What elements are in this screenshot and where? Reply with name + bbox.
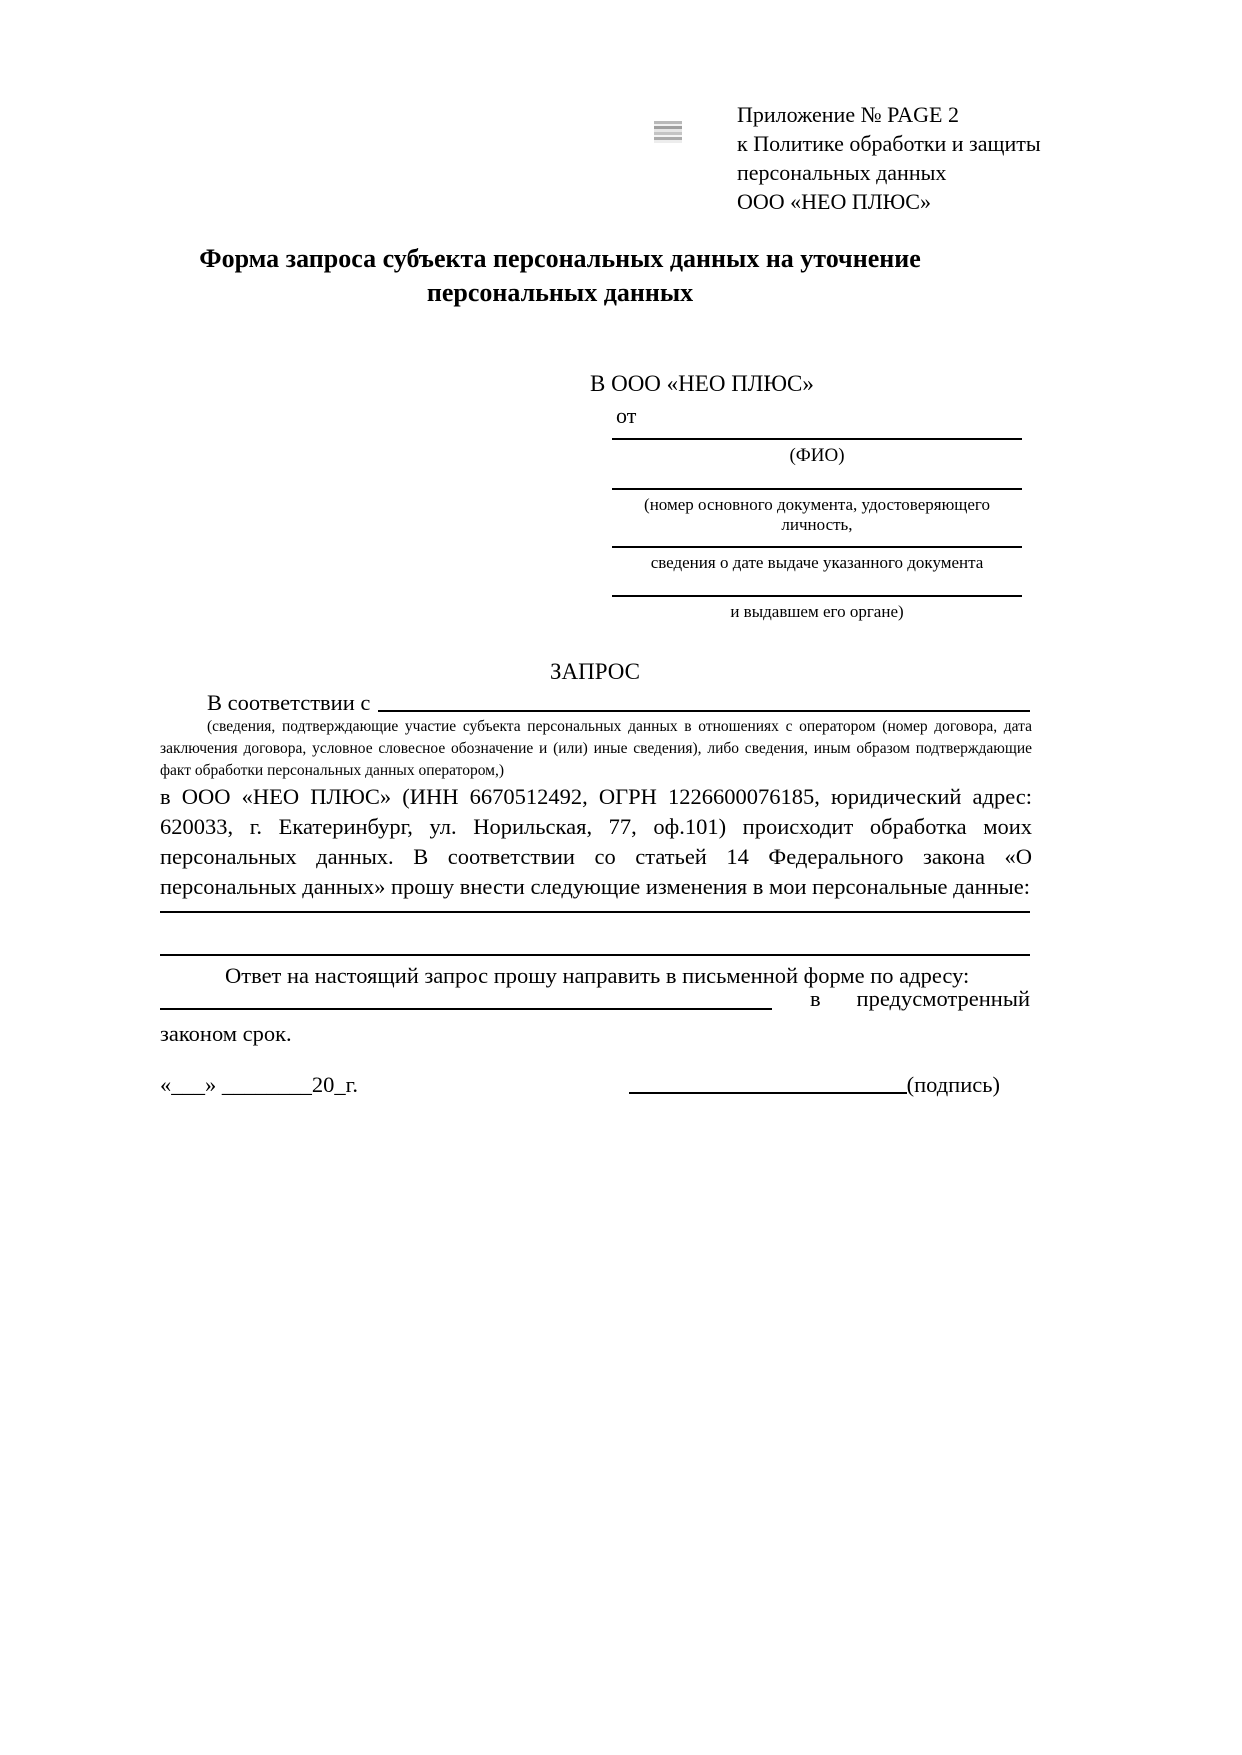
field-shading-icon	[654, 121, 682, 143]
signature-blank-line	[629, 1092, 907, 1094]
reply-request-text: Ответ на настоящий запрос прошу направить в письменной форме по адресу:	[225, 963, 970, 988]
appendix-header-line: Приложение № PAGE 2	[737, 102, 959, 127]
issue-date-blank-line	[612, 546, 1022, 548]
request-heading: ЗАПРОС	[549, 659, 641, 684]
reply-word-term: предусмотренный	[856, 986, 1030, 1011]
basis-blank-line	[378, 710, 1030, 712]
document-title	[60, 242, 1060, 310]
fio-caption: (ФИО)	[789, 445, 845, 466]
changes-blank-line	[160, 954, 1030, 956]
reply-address-row	[160, 986, 1030, 1012]
recipient-organization: В ООО «НЕО ПЛЮС»	[590, 371, 814, 396]
document-number-caption: (номер основного документа, удостоверяющего личность,	[644, 495, 990, 534]
appendix-header-line: персональных данных	[737, 160, 947, 185]
changes-blank-line	[160, 911, 1030, 913]
footer-row	[160, 1072, 1000, 1098]
fio-blank-line	[612, 438, 1022, 440]
reply-closing-text: законом срок.	[160, 1021, 292, 1046]
issuing-authority-caption: и выдавшем его органе)	[730, 602, 904, 621]
basis-footnote: (сведения, подтверждающие участие субъекта персональных данных в отношениях с оператором (номер договора, дата заключения договора, условное словесное обозначение и (или) иные сведения), либо сведения, иным образом подтверждающие факт обработки персональных данных оператором,)	[160, 718, 1032, 779]
issue-date-caption: сведения о дате выдаче указанного документа	[650, 553, 984, 572]
appendix-header-line: ООО «НЕО ПЛЮС»	[737, 189, 931, 214]
request-body: в ООО «НЕО ПЛЮС» (ИНН 6670512492, ОГРН 1226600076185, юридический адрес: 620033, г. Екатеринбург, ул. Норильская, 77, оф.101) происходит обработка моих персональных данных. В соответствии со статьей 14 Федерального закона «О персональных данных» прошу внести следующие изменения в мои персональные данные:	[160, 784, 1032, 899]
basis-row	[160, 690, 1030, 716]
signature-caption: (подпись)	[906, 1072, 1000, 1097]
appendix-header	[737, 100, 1157, 216]
reply-address-blank-line	[160, 1008, 772, 1010]
reply-word-in: в	[810, 986, 821, 1011]
signature-group	[629, 1072, 1000, 1098]
document-title-line: персональных данных	[426, 278, 694, 307]
appendix-header-line: к Политике обработки и защиты	[737, 131, 1041, 156]
reply-address-tail	[772, 986, 1030, 1012]
basis-label: В соответствии с	[207, 690, 371, 715]
document-title-line: Форма запроса субъекта персональных данных на уточнение	[199, 244, 921, 273]
date-blank: «___» ________20_г.	[160, 1072, 358, 1097]
document-number-blank-line	[612, 488, 1022, 490]
from-label: от	[616, 403, 637, 428]
issuing-authority-blank-line	[612, 595, 1022, 597]
